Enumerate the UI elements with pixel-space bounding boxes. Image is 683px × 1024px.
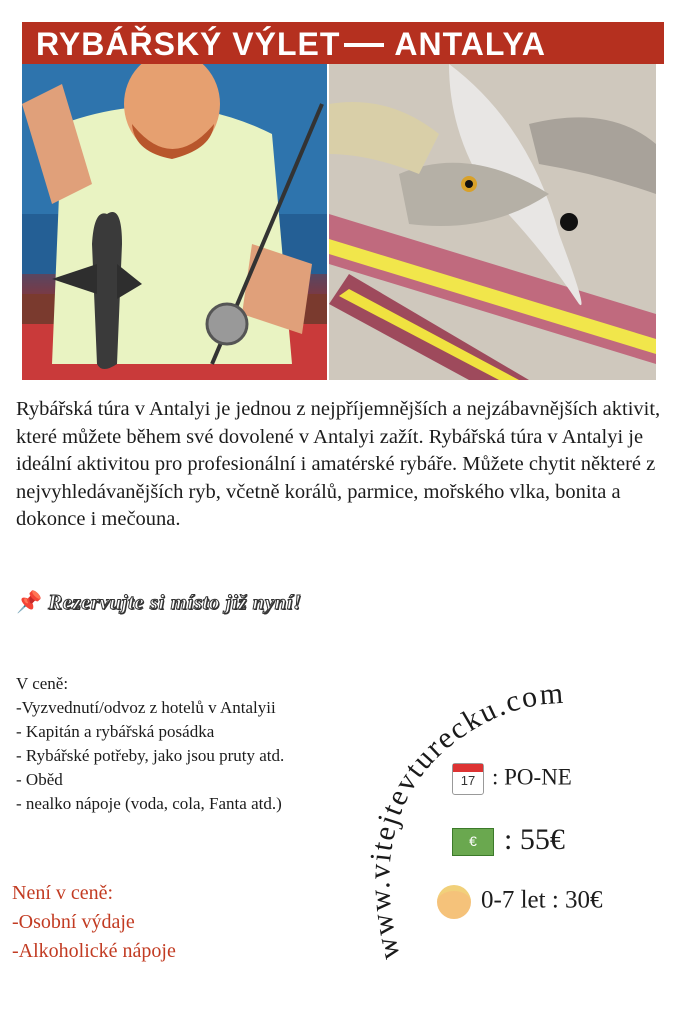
reserve-callout <box>16 590 302 615</box>
fisherman-photo <box>22 64 327 380</box>
banner-title-left: RYBÁŘSKÝ VÝLET <box>36 26 341 62</box>
list-item: - Rybářské potřeby, jako jsou pruty atd. <box>16 746 285 765</box>
fish-pile-illustration <box>329 64 656 380</box>
reserve-text: Rezervujte si místo již nyní! <box>48 590 302 614</box>
fish-catch-photo <box>329 64 656 380</box>
title-banner <box>22 22 664 64</box>
fisherman-illustration <box>22 64 327 380</box>
banner-separator <box>344 43 384 47</box>
included-list <box>16 672 284 816</box>
pushpin-icon: 📌 <box>16 590 43 614</box>
excluded-heading: Není v ceně: <box>12 882 114 904</box>
price-line <box>452 823 565 857</box>
intro-paragraph: Rybářská túra v Antalyi je jednou z nejpříjemnějších a nejzábavnějších aktivit, které můžete během své dovolené v Antalyi zažít. Rybářská túra v Antalyi je ideální aktivitou pro profesionální i amatérské rybáře. Můžete chytit některé z nejvyhledávanějších ryb, včetně korálů, parmice, mořského vlka, bonita a dokonce i mečouna. <box>16 398 661 530</box>
child-face-icon <box>437 885 471 919</box>
list-item: -Osobní výdaje <box>12 911 135 933</box>
website-text-path: www.vitejtevturecku.com <box>363 676 566 963</box>
website-arc <box>330 672 650 972</box>
list-item: -Alkoholické nápoje <box>12 940 176 962</box>
child-price-line <box>437 885 603 919</box>
money-icon: € <box>452 828 494 856</box>
banner-title <box>22 22 664 64</box>
price-text: : 55€ <box>504 823 565 856</box>
schedule-line <box>452 763 572 795</box>
calendar-icon: 17 <box>452 763 484 795</box>
list-item: - Kapitán a rybářská posádka <box>16 722 215 741</box>
excluded-list <box>12 879 176 966</box>
banner-title-right: ANTALYA <box>394 26 547 62</box>
included-heading: V ceně: <box>16 674 69 693</box>
schedule-text: : PO-NE <box>492 764 572 790</box>
list-item: - nealko nápoje (voda, cola, Fanta atd.) <box>16 794 282 813</box>
list-item: - Oběd <box>16 770 63 789</box>
website-text <box>363 677 566 963</box>
list-item: -Vyzvednutí/odvoz z hotelů v Antalyii <box>16 698 276 717</box>
child-price-text: 0-7 let : 30€ <box>481 886 603 914</box>
